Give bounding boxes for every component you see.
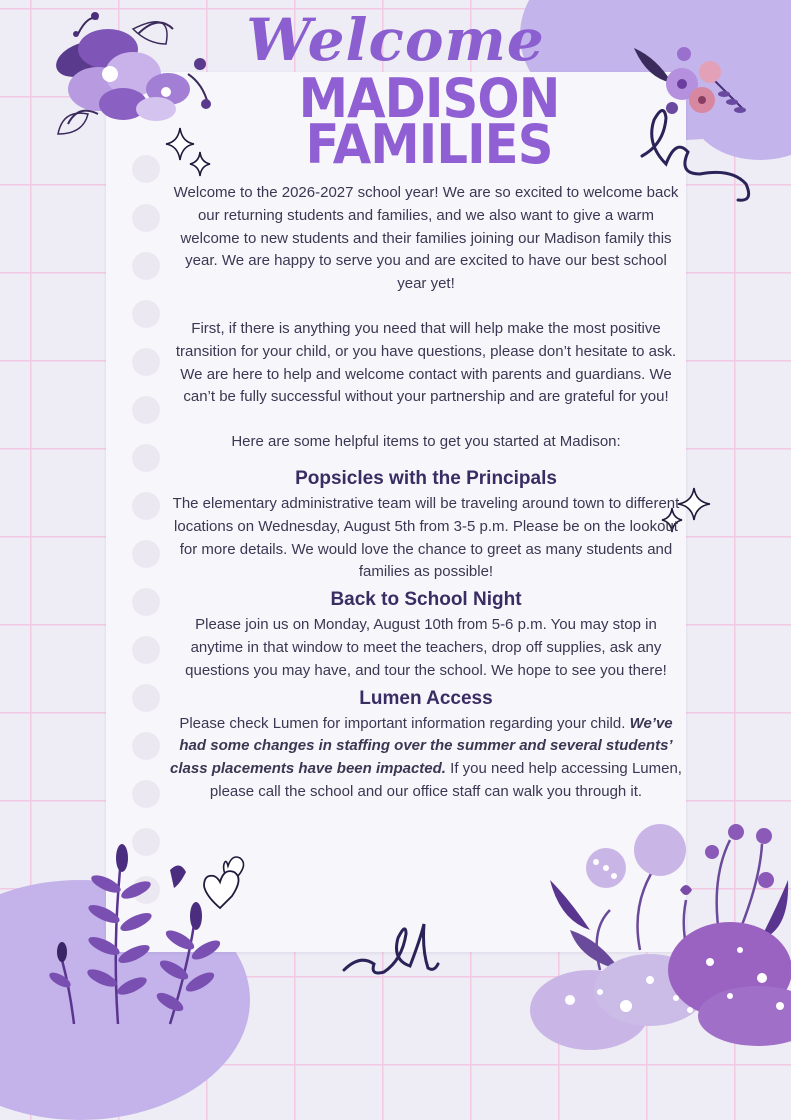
intro-paragraph: Welcome to the 2026-2027 school year! We are so excited to welcome back our returning students and families, and we also want to give a warm welcome to new students and their families joining our Madison family this year. We are happy to serve you and are excited to have our best school year yet! bbox=[173, 184, 679, 293]
title-families: FAMILIES bbox=[305, 113, 553, 176]
binder-hole bbox=[132, 300, 160, 328]
letter-body bbox=[170, 182, 682, 804]
section-body-lumen bbox=[170, 713, 682, 804]
title-madison: MADISON bbox=[298, 67, 560, 130]
binder-hole bbox=[132, 636, 160, 664]
section-heading-popsicles: Popsicles with the Principals bbox=[295, 467, 557, 489]
binder-hole bbox=[132, 780, 160, 808]
binder-hole bbox=[132, 588, 160, 616]
lumen-emphasis-text: We’ve had some changes in staffing over the summer and several students’ class placements have been impacted. bbox=[170, 714, 673, 778]
section-body-popsicles: The elementary administrative team will be traveling around town to different locations on Wednesday, August 5th from 3-5 p.m. Please be on the lookout for more details. We would love the chance to greet as many students and families as possible! bbox=[172, 494, 680, 581]
lumen-help-text: If you need help accessing Lumen, please call the school and our office staff can walk you through it. bbox=[209, 760, 682, 800]
binder-hole bbox=[132, 204, 160, 232]
flower-bush-bottom-right-icon bbox=[530, 820, 791, 1024]
section-body-back-to-school: Please join us on Monday, August 10th from 5-6 p.m. You may stop in anytime in that window to meet the teachers, drop off supplies, ask any questions you may have, and tour the school. We hope to see you there! bbox=[185, 616, 667, 679]
lumen-intro-text: Please check Lumen for important information regarding your child. bbox=[179, 714, 626, 732]
binder-hole bbox=[132, 348, 160, 376]
binder-hole bbox=[132, 732, 160, 760]
helpful-items-intro: Here are some helpful items to get you started at Madison: bbox=[231, 433, 621, 451]
leaf-sprig-bottom-left-icon bbox=[40, 840, 240, 1024]
binder-hole bbox=[132, 684, 160, 712]
section-heading-back-to-school: Back to School Night bbox=[330, 589, 522, 611]
sparkle-icon bbox=[164, 126, 214, 182]
binder-hole bbox=[132, 540, 160, 568]
swirl-icon bbox=[340, 920, 440, 980]
binder-hole bbox=[132, 396, 160, 424]
title-welcome: Welcome bbox=[246, 6, 545, 74]
support-paragraph: First, if there is anything you need that will help make the most positive transition for your child, or you have questions, please don’t hesitate to ask. We are here to help and welcome contact with parents and guardians. We can’t be fully successful without your partnership and are grateful for you! bbox=[175, 319, 677, 406]
section-heading-lumen: Lumen Access bbox=[359, 687, 493, 709]
binder-hole bbox=[132, 444, 160, 472]
binder-hole bbox=[132, 252, 160, 280]
binder-hole bbox=[132, 492, 160, 520]
